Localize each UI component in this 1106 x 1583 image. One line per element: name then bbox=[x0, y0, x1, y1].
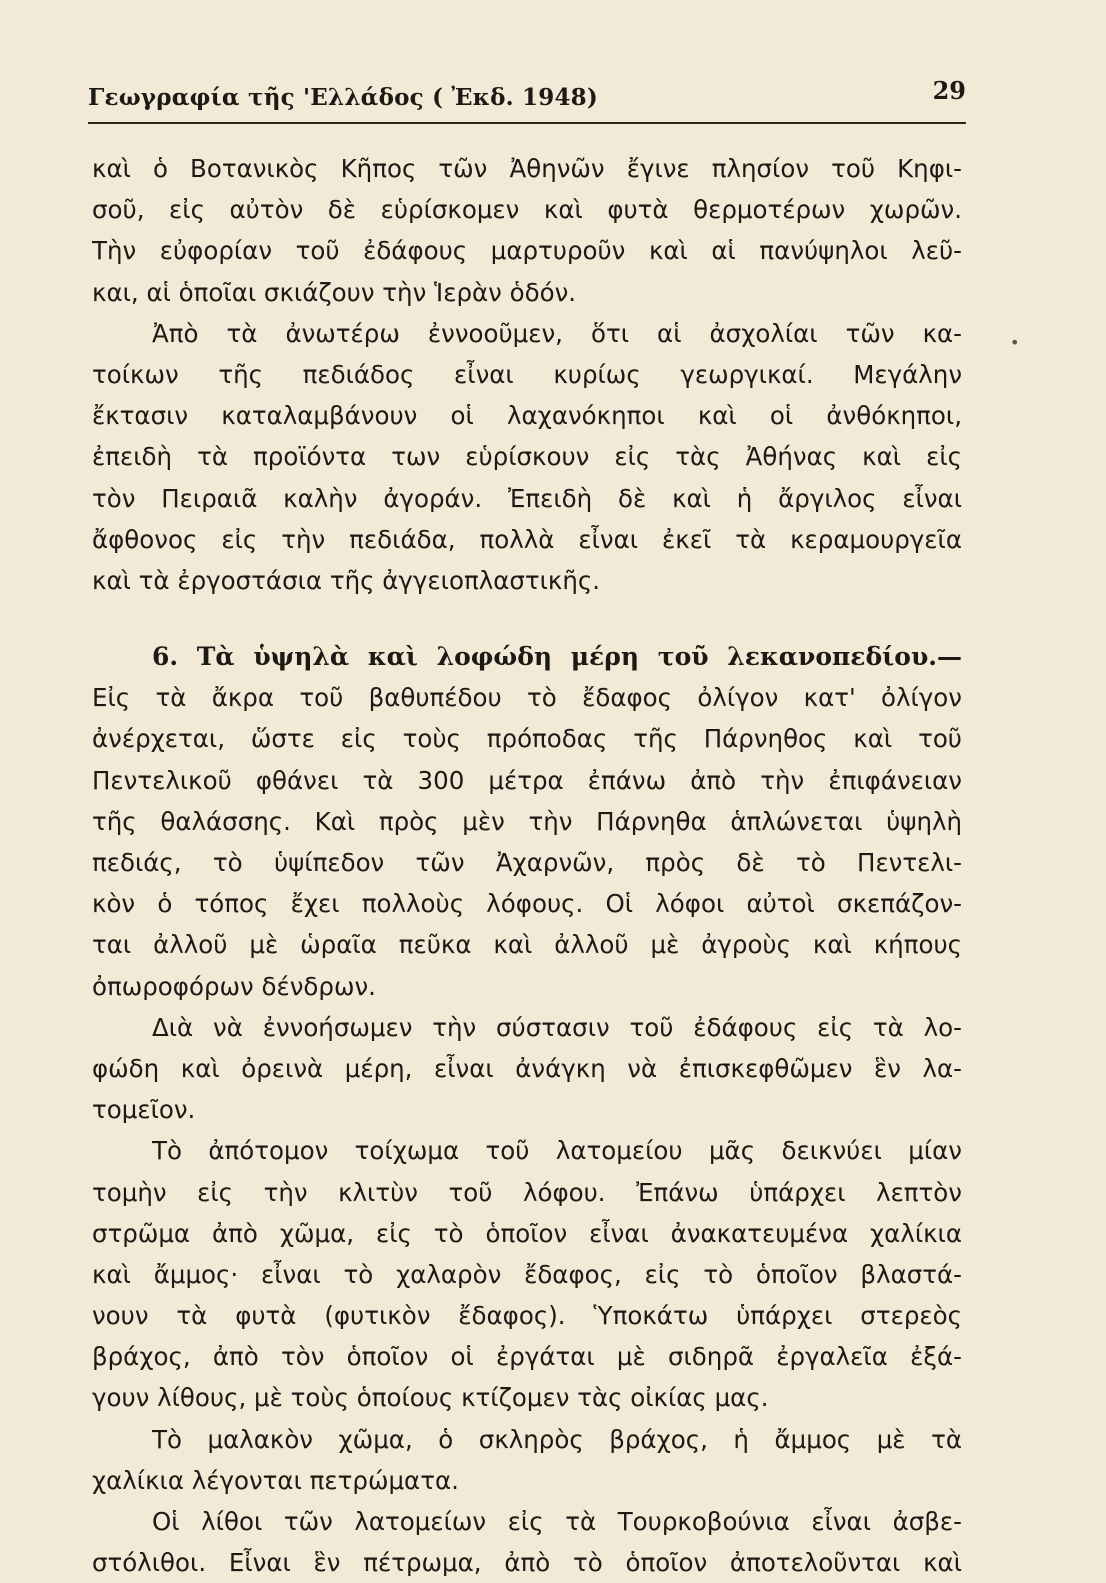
text-line: Ἀπὸ τὰ ἀνωτέρω ἐννοοῦμεν, ὅτι αἱ ἀσχολίαι τῶν κα- bbox=[152, 318, 962, 348]
text-line: νουν τὰ φυτὰ (φυτικὸν ἔδαφος). Ὑποκάτω ὑπάρχει στερεὸς bbox=[92, 1301, 962, 1331]
paragraph bbox=[92, 313, 962, 601]
text-line: γουν λίθους, μὲ τοὺς ὁποίους κτίζομεν τὰς οἰκίας μας. bbox=[92, 1383, 769, 1413]
text-line: ται ἀλλοῦ μὲ ὡραῖα πεῦκα καὶ ἀλλοῦ μὲ ἀγροὺς καὶ κήπους bbox=[92, 930, 962, 960]
text-line: Τὸ μαλακὸν χῶμα, ὁ σκληρὸς βράχος, ἡ ἄμμος μὲ τὰ bbox=[152, 1424, 962, 1454]
text-line: ἄφθονος εἰς τὴν πεδιάδα, πολλὰ εἶναι ἐκεῖ τὰ κεραμουργεῖα bbox=[92, 524, 962, 554]
paragraph bbox=[92, 1419, 962, 1501]
text-line: καὶ ἄμμος· εἶναι τὸ χαλαρὸν ἔδαφος, εἰς τὸ ὁποῖον βλαστά- bbox=[92, 1259, 962, 1289]
text-line: καὶ ὁ Βοτανικὸς Κῆπος τῶν Ἀθηνῶν ἔγινε πλησίον τοῦ Κηφι- bbox=[92, 154, 962, 183]
section-gap bbox=[92, 601, 962, 636]
text-line: Τὸ ἀπότομον τοίχωμα τοῦ λατομείου μᾶς δεικνύει μίαν bbox=[152, 1136, 962, 1166]
text-line: τομεῖον. bbox=[92, 1095, 196, 1125]
section bbox=[92, 636, 962, 1007]
text-line: βράχος, ἀπὸ τὸν ὁποῖον οἱ ἐργάται μὲ σιδηρᾶ ἐργαλεῖα ἐξά- bbox=[92, 1342, 962, 1372]
paragraph bbox=[92, 1501, 962, 1583]
text-line: Εἰς τὰ ἄκρα τοῦ βαθυπέδου τὸ ἔδαφος ὀλίγον κατ' ὀλίγον bbox=[92, 683, 962, 713]
text-line: στρῶμα ἀπὸ χῶμα, εἰς τὸ ὁποῖον εἶναι ἀνακατευμένα χαλίκια bbox=[92, 1218, 962, 1248]
text-line: τῆς θαλάσσης. Καὶ πρὸς μὲν τὴν Πάρνηθα ἁπλώνεται ὑψηλὴ bbox=[92, 806, 962, 836]
text-line: καὶ τὰ ἐργοστάσια τῆς ἀγγειοπλαστικῆς. bbox=[92, 565, 601, 595]
text-line: χαλίκια λέγονται πετρώματα. bbox=[92, 1465, 459, 1495]
page-header bbox=[88, 74, 966, 124]
text-line: τὸν Πειραιᾶ καλὴν ἀγοράν. Ἐπειδὴ δὲ καὶ ἡ ἄργιλος εἶναι bbox=[92, 483, 962, 513]
running-title: Γεωγραφία τῆς 'Ελλάδος ( Ἐκδ. 1948) bbox=[88, 84, 598, 111]
paragraph bbox=[92, 1130, 962, 1418]
text-line: ἀνέρχεται, ὥστε εἰς τοὺς πρόποδας τῆς Πάρνηθος καὶ τοῦ bbox=[92, 724, 962, 754]
text-line: κὸν ὁ τόπος ἔχει πολλοὺς λόφους. Οἱ λόφοι αὐτοὶ σκεπάζον- bbox=[92, 889, 962, 919]
text-line: πεδιάς, τὸ ὑψίπεδον τῶν Ἀχαρνῶν, πρὸς δὲ τὸ Πεντελι- bbox=[92, 848, 962, 877]
text-line: στόλιθοι. Εἶναι ἓν πέτρωμα, ἀπὸ τὸ ὁποῖον ἀποτελοῦνται καὶ bbox=[92, 1548, 962, 1578]
text-line: Διὰ νὰ ἐννοήσωμεν τὴν σύστασιν τοῦ ἐδάφους εἰς τὰ λο- bbox=[152, 1012, 962, 1042]
paragraph bbox=[92, 1007, 962, 1131]
page-body bbox=[92, 148, 962, 1583]
section-heading: 6. Τὰ ὑψηλὰ καὶ λοφώδη μέρη τοῦ λεκανοπεδίου.— bbox=[152, 642, 962, 672]
paragraph bbox=[92, 148, 962, 313]
text-line: ἐπειδὴ τὰ προϊόντα των εὑρίσκουν εἰς τὰς Ἀθήνας καὶ εἰς bbox=[92, 442, 962, 472]
text-line: και, αἱ ὁποῖαι σκιάζουν τὴν Ἱερὰν ὁδόν. bbox=[92, 277, 577, 307]
text-line: τοίκων τῆς πεδιάδος εἶναι κυρίως γεωργικαί. Μεγάλην bbox=[92, 359, 962, 389]
text-line: σοῦ, εἰς αὐτὸν δὲ εὑρίσκομεν καὶ φυτὰ θερμοτέρων χωρῶν. bbox=[92, 195, 962, 225]
text-line: Οἱ λίθοι τῶν λατομείων εἰς τὰ Τουρκοβούνια εἶναι ἀσβε- bbox=[152, 1507, 962, 1536]
text-line: ὀπωροφόρων δένδρων. bbox=[92, 971, 376, 1001]
text-line: ἔκτασιν καταλαμβάνουν οἱ λαχανόκηποι καὶ οἱ ἀνθόκηποι, bbox=[92, 401, 962, 431]
text-line: Πεντελικοῦ φθάνει τὰ 300 μέτρα ἐπάνω ἀπὸ τὴν ἐπιφάνειαν bbox=[92, 765, 962, 795]
text-line: τομὴν εἰς τὴν κλιτὺν τοῦ λόφου. Ἐπάνω ὑπάρχει λεπτὸν bbox=[92, 1177, 962, 1207]
page-number: 29 bbox=[932, 76, 966, 105]
text-line: Τὴν εὐφορίαν τοῦ ἐδάφους μαρτυροῦν καὶ αἱ πανύψηλοι λεῦ- bbox=[92, 236, 962, 266]
margin-mark: • bbox=[1010, 333, 1020, 352]
text-line: φώδη καὶ ὀρεινὰ μέρη, εἶναι ἀνάγκη νὰ ἐπισκεφθῶμεν ἓν λα- bbox=[92, 1053, 962, 1083]
